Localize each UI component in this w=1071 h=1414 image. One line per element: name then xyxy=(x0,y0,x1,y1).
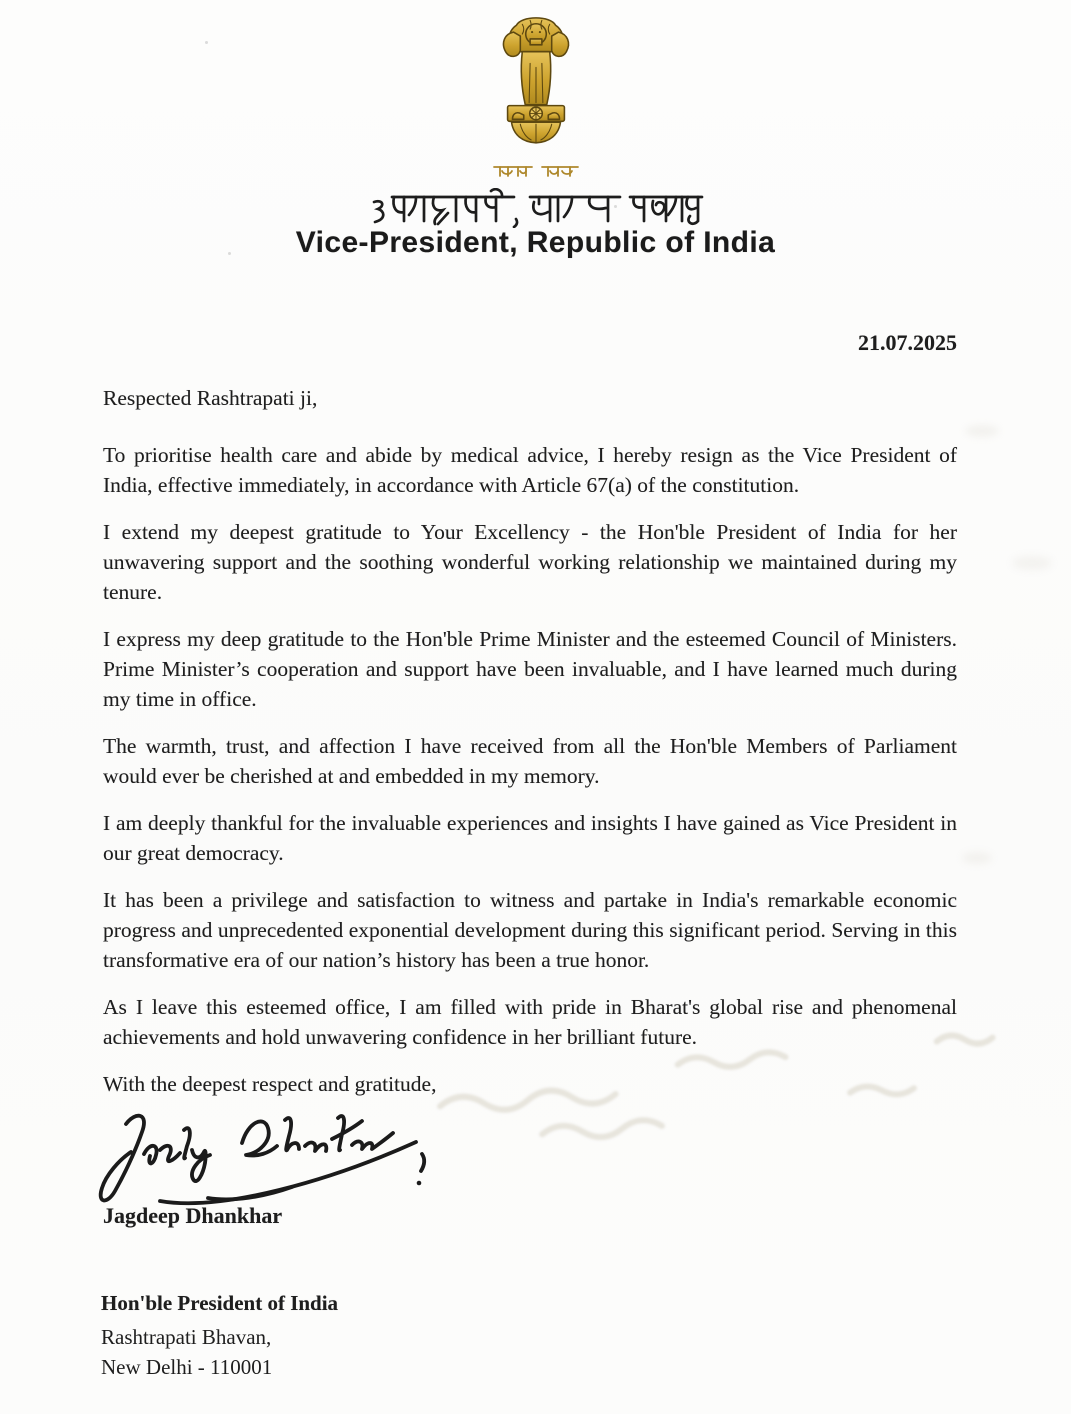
scan-smudge xyxy=(1012,556,1052,570)
signer-name: Jagdeep Dhankhar xyxy=(103,1203,283,1228)
paragraph-7: As I leave this esteemed office, I am filled with pride in Bharat's global rise and phenomenal achievements and hold unwavering confidence in her brilliant future. xyxy=(103,995,957,1049)
paragraph-2: I extend my deepest gratitude to Your Excellency - the Hon'ble President of India for her unwavering support and the soothing wonderful working relationship we maintained during my tenure. xyxy=(103,520,957,604)
recipient-address-line-1: Rashtrapati Bhavan, xyxy=(101,1325,272,1349)
recipient-address-line-2: New Delhi - 110001 xyxy=(101,1355,273,1379)
letter-body xyxy=(103,383,957,1099)
scan-smudge xyxy=(965,425,999,437)
paragraph-4: The warmth, trust, and affection I have received from all the Hon'ble Members of Parliament would ever be cherished at and embedded in my memory. xyxy=(103,734,957,788)
satyameva-jayate-motto xyxy=(436,162,636,180)
handwritten-signature xyxy=(92,1098,502,1218)
paragraph-3: I express my deep gratitude to the Hon'ble Prime Minister and the esteemed Council of Ministers. Prime Minister’s cooperation and support have been invaluable, and I have learned much during my time in office. xyxy=(103,627,957,711)
recipient-block xyxy=(101,1288,338,1382)
title-english: Vice-President, Republic of India xyxy=(295,226,776,259)
closing-line: With the deepest respect and gratitude, xyxy=(103,1072,437,1096)
scan-smudge xyxy=(962,852,992,864)
paragraph-5: I am deeply thankful for the invaluable experiences and insights I have gained as Vice President in our great democracy. xyxy=(103,811,957,865)
lion-capital-icon xyxy=(487,12,585,160)
letter-date: 21.07.2025 xyxy=(858,330,957,355)
scan-speck xyxy=(205,41,208,44)
paragraph-6: It has been a privilege and satisfaction to witness and partake in India's remarkable economic progress and unprecedented exponential development during this significant period. Serving in this transformative era of our nation’s history has been a true honor. xyxy=(103,888,957,972)
recipient-name: Hon'ble President of India xyxy=(101,1291,339,1315)
salutation: Respected Rashtrapati ji, xyxy=(103,386,318,410)
emblem-of-india-icon xyxy=(436,12,636,180)
paragraph-1: To prioritise health care and abide by medical advice, I hereby resign as the Vice President of India, effective immediately, in accordance with Article 67(a) of the constitution. xyxy=(103,443,957,497)
